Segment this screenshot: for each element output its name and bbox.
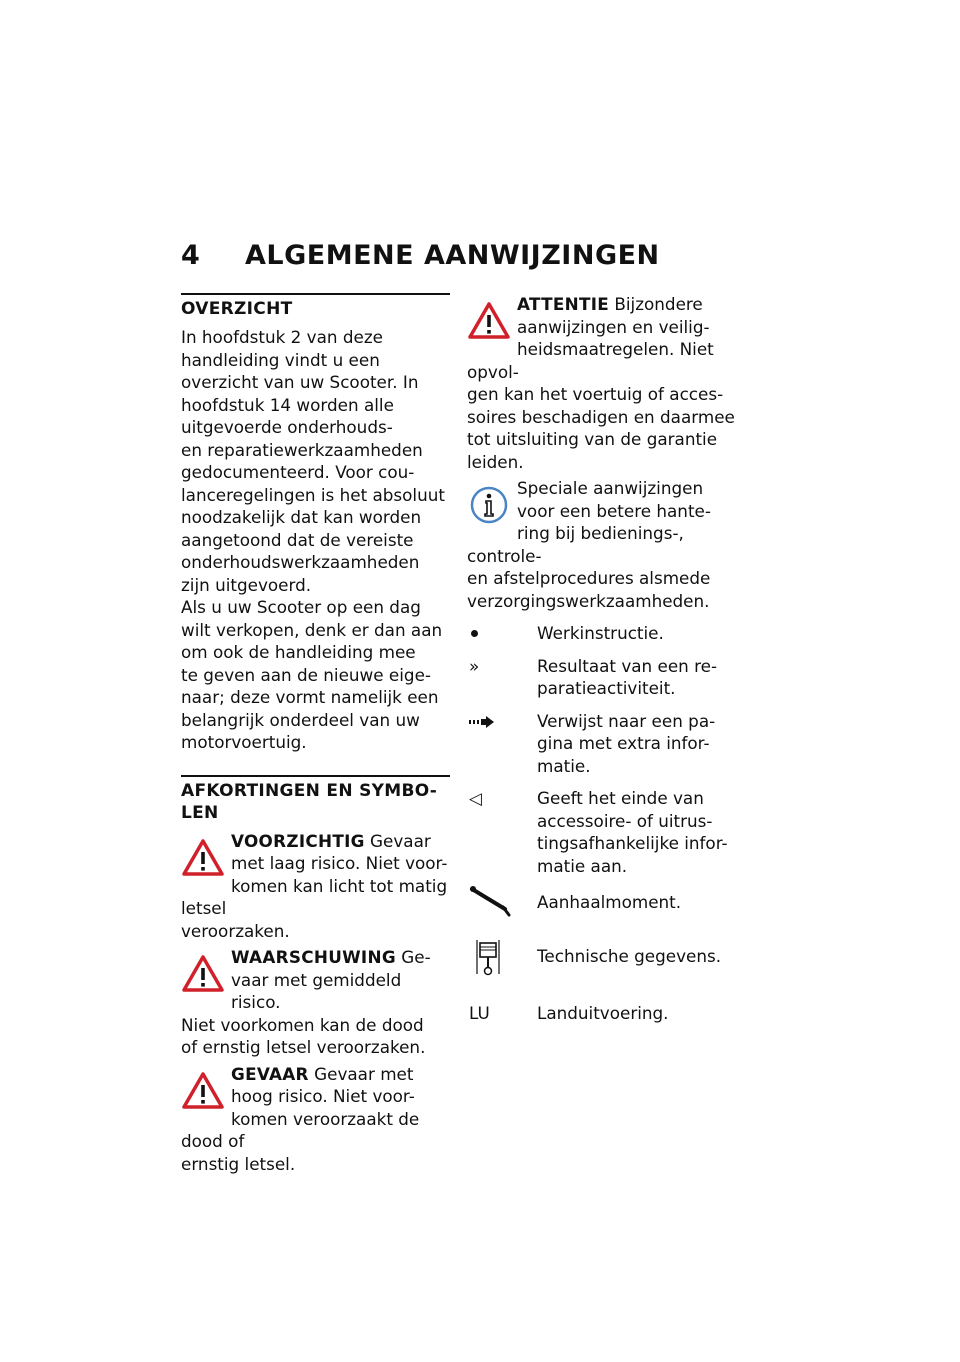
note-text-line: Speciale aanwijzingen xyxy=(517,478,704,498)
symbol-glyph: ◁ xyxy=(469,788,482,808)
symbol-description xyxy=(537,655,736,700)
symbol-row xyxy=(467,787,736,877)
paragraph-line: te geven aan de nieuwe eige- xyxy=(181,664,431,685)
page-reference-arrow-icon xyxy=(469,710,495,735)
right-column xyxy=(467,293,736,1025)
section-divider xyxy=(181,293,450,295)
chapter-title-text: ALGEMENE AANWIJZINGEN xyxy=(245,240,660,271)
note-label: WAARSCHUWING xyxy=(231,947,396,967)
description-line: tingsafhankelijke infor- xyxy=(537,833,728,853)
bullet-icon xyxy=(471,630,478,637)
symbol-row xyxy=(467,622,736,645)
warning-note xyxy=(181,830,450,943)
paragraph-line: en reparatiewerkzaamheden xyxy=(181,439,423,460)
overview-paragraph-1 xyxy=(181,326,450,596)
paragraph-line: noodzakelijk dat kan worden xyxy=(181,507,422,527)
note-text-line: aanwijzingen en veilig- xyxy=(517,316,710,337)
torque-wrench-icon xyxy=(469,891,513,925)
note-text-line: tot uitsluiting van de garantie xyxy=(467,429,718,449)
paragraph-line: lanceregelingen is het absoluut xyxy=(181,484,445,505)
symbol-row xyxy=(467,655,736,700)
symbol-description xyxy=(537,622,736,645)
note-text-line: hoog risico. Niet voor- xyxy=(231,1086,415,1106)
overview-paragraph-2 xyxy=(181,596,450,754)
description-line: matie aan. xyxy=(537,855,628,876)
symbol-description xyxy=(537,710,736,778)
note-text-line: gen kan het voertuig of acces- xyxy=(467,384,724,404)
warning-triangle-icon xyxy=(181,954,225,996)
note-label: ATTENTIE xyxy=(517,294,610,314)
description-line: paratieactiviteit. xyxy=(537,678,676,698)
symbol-glyph: LU xyxy=(469,1003,490,1023)
symbol-row xyxy=(467,710,736,778)
left-column xyxy=(181,293,450,1179)
note-text-line: verzorgingswerkzaamheden. xyxy=(467,590,710,611)
note-text-line: Gevaar met xyxy=(308,1063,414,1084)
symbol-description xyxy=(537,945,736,983)
note-text-line: en afstelprocedures alsmede xyxy=(467,568,711,588)
note-text-line: komen kan licht tot matig letsel xyxy=(181,875,448,918)
warning-triangle-icon xyxy=(467,301,511,343)
section-divider xyxy=(181,775,450,777)
paragraph-line: In hoofdstuk 2 van deze xyxy=(181,327,383,347)
description-line: Resultaat van een re- xyxy=(537,655,718,676)
symbol-glyph: » xyxy=(469,655,480,676)
note-label: GEVAAR xyxy=(231,1063,309,1084)
attention-note xyxy=(467,293,736,473)
note-text-line: of ernstig letsel veroorzaken. xyxy=(181,1037,426,1057)
warning-note xyxy=(181,946,450,1059)
description-line: Landuitvoering. xyxy=(537,1003,669,1023)
note-text-line: heidsmaatregelen. Niet opvol- xyxy=(467,339,714,382)
paragraph-line: naar; deze vormt namelijk een xyxy=(181,687,439,707)
note-text-line: komen veroorzaakt de dood of xyxy=(181,1108,420,1151)
paragraph-line: motorvoertuig. xyxy=(181,732,307,752)
paragraph-line: handleiding vindt u een xyxy=(181,349,380,370)
note-text-line: Ge- xyxy=(395,947,431,967)
paragraph-line: uitgevoerde onderhouds- xyxy=(181,417,393,437)
chapter-title xyxy=(181,240,660,271)
paragraph-line: om ook de handleiding mee xyxy=(181,642,416,662)
technical-data-piston-icon xyxy=(469,945,513,983)
note-text-line: soires beschadigen en daarmee xyxy=(467,406,735,427)
paragraph-line: hoofdstuk 14 worden alle xyxy=(181,394,394,415)
warning-triangle-icon xyxy=(181,838,225,880)
symbol-row xyxy=(467,1002,736,1025)
note-text-line: veroorzaken. xyxy=(181,920,290,941)
chapter-number: 4 xyxy=(181,240,201,271)
symbol-description xyxy=(537,787,736,877)
description-line: Geeft het einde van xyxy=(537,788,704,808)
warning-notes xyxy=(181,830,450,1176)
paragraph-line: zijn uitgevoerd. xyxy=(181,574,312,595)
note-text-line: voor een betere hante- xyxy=(517,500,711,521)
paragraph-line: aangetoond dat de vereiste xyxy=(181,529,414,550)
description-line: Verwijst naar een pa- xyxy=(537,710,716,731)
note-text-line: ernstig letsel. xyxy=(181,1153,296,1174)
section-heading-overview: OVERZICHT xyxy=(181,299,293,319)
symbol-row xyxy=(467,891,736,925)
paragraph-line: belangrijk onderdeel van uw xyxy=(181,709,420,730)
description-line: matie. xyxy=(537,755,591,776)
description-line: Werkinstructie. xyxy=(537,623,664,643)
symbol-row xyxy=(467,945,736,983)
description-line: gina met extra infor- xyxy=(537,733,710,753)
heading-line: AFKORTINGEN EN SYMBO- xyxy=(181,780,438,801)
symbol-description xyxy=(537,1002,736,1025)
note-text-line: vaar met gemiddeld risico. xyxy=(231,969,402,1012)
description-line: accessoire- of uitrus- xyxy=(537,810,713,831)
note-text-line: ring bij bedienings-, controle- xyxy=(467,523,684,566)
paragraph-line: Als u uw Scooter op een dag xyxy=(181,597,421,617)
description-line: Aanhaalmoment. xyxy=(537,892,682,912)
paragraph-line: gedocumenteerd. Voor cou- xyxy=(181,462,415,482)
note-text-line: met laag risico. Niet voor- xyxy=(231,853,448,873)
heading-line: LEN xyxy=(181,802,219,823)
description-line: Technische gegevens. xyxy=(537,945,722,966)
note-text-line: Bijzondere xyxy=(609,294,703,314)
section-heading-abbreviations xyxy=(181,780,450,824)
warning-note xyxy=(181,1063,450,1176)
paragraph-line: onderhoudswerkzaamheden xyxy=(181,552,420,572)
note-text-line: Gevaar xyxy=(364,830,431,851)
warning-triangle-icon xyxy=(181,1071,225,1113)
symbol-list xyxy=(467,622,736,1025)
info-note xyxy=(467,477,736,612)
note-text-line: leiden. xyxy=(467,451,524,472)
symbol-description xyxy=(537,891,736,925)
info-icon xyxy=(467,485,511,527)
note-label: VOORZICHTIG xyxy=(231,830,365,851)
paragraph-line: wilt verkopen, denk er dan aan xyxy=(181,619,443,640)
note-text-line: Niet voorkomen kan de dood xyxy=(181,1014,424,1035)
paragraph-line: overzicht van uw Scooter. In xyxy=(181,372,419,392)
